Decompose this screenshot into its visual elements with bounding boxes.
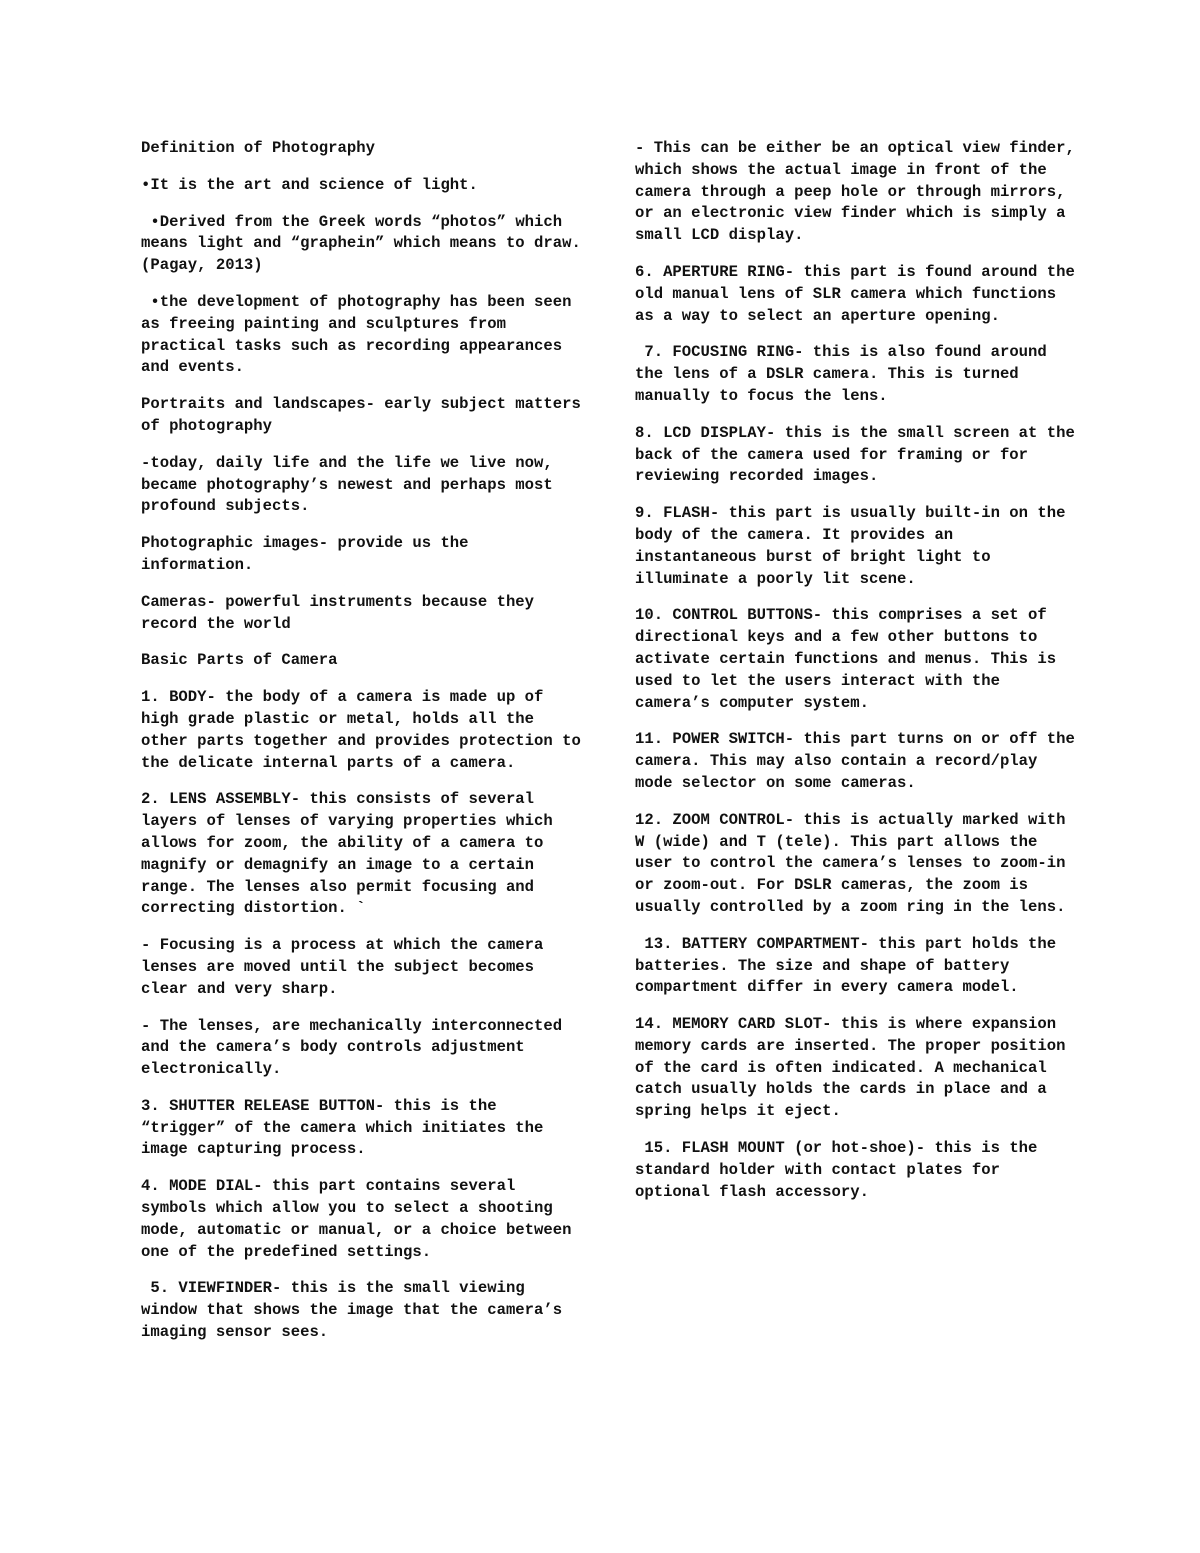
paragraph: - The lenses, are mechanically interconnected and the camera’s body controls adjustment electronically.	[141, 1016, 572, 1079]
paragraph: •It is the art and science of light.	[141, 175, 478, 194]
paragraph: 12. ZOOM CONTROL- this is actually marked with W (wide) and T (tele). This part allows the user to control the camera’s lenses to zoom-in or zoom-out. For DSLR cameras, the zoom is usually controlled by a zoom ring in the lens.	[635, 810, 1075, 916]
paragraph: 13. BATTERY COMPARTMENT- this part holds the batteries. The size and shape of battery compartment differ in every camera model.	[635, 934, 1066, 997]
paragraph: •the development of photography has been seen as freeing painting and sculptures from practical tasks such as recording appearances and events.	[141, 292, 581, 377]
paragraph: -today, daily life and the life we live now, became photography’s newest and perhaps most profound subjects.	[141, 453, 563, 516]
paragraph: 1. BODY- the body of a camera is made up of high grade plastic or metal, holds all the other parts together and provides protection to the delicate internal parts of a camera.	[141, 688, 591, 772]
paragraph: 4. MODE DIAL- this part contains several symbols which allow you to select a shooting mode, automatic or manual, or a choice between one of the predefined settings.	[141, 1177, 581, 1261]
section-heading: Definition of Photography	[141, 139, 375, 157]
paragraph: 8. LCD DISPLAY- this is the small screen at the back of the camera used for framing or for reviewing recorded images.	[635, 423, 1085, 486]
paragraph: Cameras- powerful instruments because they record the world	[141, 592, 544, 633]
paragraph: 5. VIEWFINDER- this is the small viewing window that shows the image that the camera’s imaging sensor sees.	[141, 1279, 572, 1342]
paragraph: 3. SHUTTER RELEASE BUTTON- this is the “trigger” of the camera which initiates the image capturing process.	[141, 1096, 553, 1159]
paragraph: 15. FLASH MOUNT (or hot-shoe)- this is the standard holder with contact plates for optional flash accessory.	[635, 1139, 1047, 1201]
paragraph: 2. LENS ASSEMBLY- this consists of several layers of lenses of varying properties which allows for zoom, the ability of a camera to magnify or demagnify an image to a certain range. The lenses also permit focusing and correcting distortion. `	[141, 790, 563, 918]
paragraph: 10. CONTROL BUTTONS- this comprises a set of directional keys and a few other buttons to activate certain functions and menus. This is used to let the users interact with the camera’s computer system.	[635, 606, 1066, 712]
paragraph: 14. MEMORY CARD SLOT- this is where expansion memory cards are inserted. The proper position of the card is often indicated. A mechanical catch usually holds the cards in place and a spring helps it eject.	[635, 1015, 1075, 1121]
paragraph: 7. FOCUSING RING- this is also found around the lens of a DSLR camera. This is turned manually to focus the lens.	[635, 343, 1057, 405]
paragraph: Portraits and landscapes- early subject matters of photography	[141, 395, 591, 435]
right-column	[635, 138, 1085, 1218]
paragraph: 6. APERTURE RING- this part is found around the old manual lens of SLR camera which functions as a way to select an aperture opening.	[635, 262, 1085, 325]
section-heading: Basic Parts of Camera	[141, 651, 338, 670]
left-column	[141, 138, 591, 1359]
paragraph: •Derived from the Greek words “photos” which means light and “graphein” which means to draw. (Pagay, 2013)	[141, 212, 591, 275]
paragraph: Photographic images- provide us the information.	[141, 534, 478, 574]
paragraph: 11. POWER SWITCH- this part turns on or off the camera. This may also contain a record/play mode selector on some cameras.	[635, 730, 1085, 792]
paragraph: 9. FLASH- this part is usually built-in on the body of the camera. It provides an instantaneous burst of bright light to illuminate a poorly lit scene.	[635, 504, 1075, 588]
paragraph: - This can be either be an optical view finder, which shows the actual image in front of the camera through a peep hole or through mirrors, or an electronic view finder which is simply a small LCD display.	[635, 139, 1085, 245]
paragraph: - Focusing is a process at which the camera lenses are moved until the subject becomes clear and very sharp.	[141, 936, 553, 998]
